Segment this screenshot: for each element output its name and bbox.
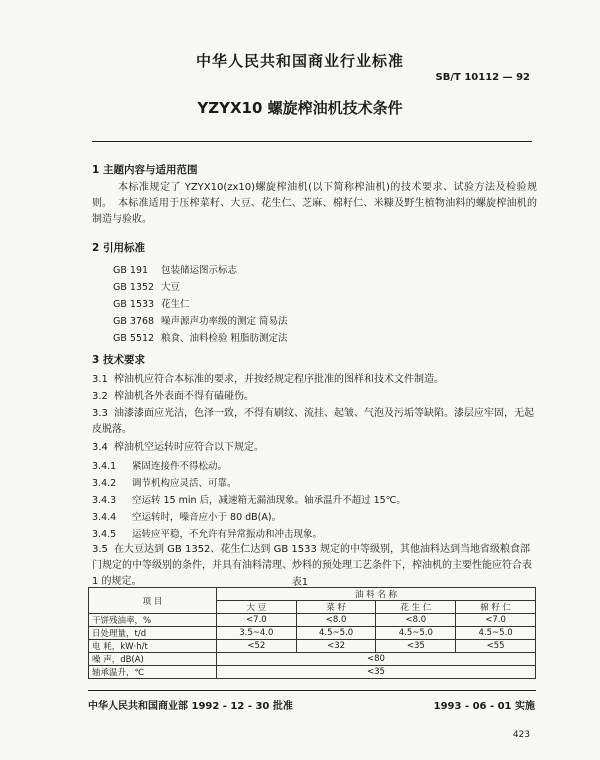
table-row bbox=[89, 614, 536, 627]
section-3-heading: 3 技术要求 bbox=[92, 354, 145, 366]
crop-header-cell: 菜 籽 bbox=[296, 601, 376, 614]
item-text: 榨油机空运转时应符合以下规定。 bbox=[114, 442, 264, 453]
table-cell: 4.5~5.0 bbox=[376, 627, 456, 640]
item-text: 榨油机各外表面不得有磕碰伤。 bbox=[114, 391, 254, 402]
item-number: 3.4.4 bbox=[92, 512, 117, 523]
item-text: 在大豆达到 GB 1352、花生仁达到 GB 1533 规定的中等级别，其他油料达到当地省级粮食部门规定的中等级别的条件，并具有油料清理、炒料的预处理工艺条件下，榨油机的主要性能应符合表 1 的规定。 bbox=[92, 544, 532, 587]
section-2-heading: 2 引用标准 bbox=[92, 242, 145, 254]
document-title: YZYX10 螺旋榨油机技术条件 bbox=[197, 99, 403, 117]
crop-header-cell: 棉 籽 仁 bbox=[456, 601, 536, 614]
approval-date: 中华人民共和国商业部 1992 - 12 - 30 批准 bbox=[88, 701, 293, 712]
effective-date: 1993 - 06 - 01 实施 bbox=[433, 701, 535, 712]
reference-item bbox=[113, 313, 288, 327]
reference-code: GB 1352 bbox=[113, 282, 155, 293]
table-cell: <35 bbox=[216, 666, 535, 679]
row-label-cell: 电 耗，kW·h/t bbox=[89, 640, 217, 653]
reference-code: GB 5512 bbox=[113, 333, 155, 344]
table-cell: <8.0 bbox=[296, 614, 376, 627]
table-cell: 4.5~5.0 bbox=[296, 627, 376, 640]
header-rule bbox=[92, 141, 532, 142]
reference-item bbox=[113, 262, 237, 276]
section-1-paragraph-1: 本标准规定了 YZYX10(zx10)螺旋榨油机(以下简称榨油机)的技术要求、试验方法及检验规则。 bbox=[92, 182, 537, 209]
requirement-item bbox=[92, 406, 537, 438]
table-cell: <7.0 bbox=[456, 614, 536, 627]
item-number: 3.3 bbox=[92, 408, 108, 419]
item-text: 空运转时，噪音应小于 80 dB(A)。 bbox=[132, 512, 282, 523]
table-row bbox=[89, 666, 536, 679]
item-number: 3.2 bbox=[92, 391, 108, 402]
reference-code: GB 1533 bbox=[113, 299, 155, 310]
crop-header-cell: 大 豆 bbox=[216, 601, 296, 614]
table-cell: <35 bbox=[376, 640, 456, 653]
table-caption: 表1 bbox=[291, 577, 309, 588]
requirement-item bbox=[92, 372, 537, 388]
reference-item bbox=[113, 279, 180, 293]
standard-number: SB/T 10112 — 92 bbox=[435, 72, 530, 83]
sub-requirement bbox=[92, 509, 281, 523]
reference-item bbox=[113, 296, 190, 310]
table-cell: <55 bbox=[456, 640, 536, 653]
reference-item bbox=[113, 330, 288, 344]
table-row bbox=[89, 627, 536, 640]
sub-requirement bbox=[92, 526, 322, 540]
item-text: 调节机构应灵活、可靠。 bbox=[132, 478, 237, 489]
group-header-cell: 油 料 名 称 bbox=[216, 588, 535, 601]
table-cell: <32 bbox=[296, 640, 376, 653]
item-header-cell: 项 目 bbox=[89, 588, 217, 614]
item-text: 空运转 15 min 后，减速箱无漏油现象。轴承温升不超过 15℃。 bbox=[132, 495, 406, 506]
table-row bbox=[89, 640, 536, 653]
item-number: 3.4.3 bbox=[92, 495, 117, 506]
table-row bbox=[89, 653, 536, 666]
row-label-cell: 轴承温升，℃ bbox=[89, 666, 217, 679]
sub-requirement bbox=[92, 492, 406, 506]
crop-header-cell: 花 生 仁 bbox=[376, 601, 456, 614]
reference-title: 噪声源声功率级的测定 简易法 bbox=[161, 316, 288, 327]
item-number: 3.5 bbox=[92, 544, 108, 555]
sub-requirement bbox=[92, 475, 237, 489]
section-1-heading: 1 主题内容与适用范围 bbox=[92, 164, 198, 176]
table-cell: 4.5~5.0 bbox=[456, 627, 536, 640]
reference-title: 包装储运图示标志 bbox=[161, 265, 238, 276]
item-number: 3.4.2 bbox=[92, 478, 117, 489]
requirement-item bbox=[92, 389, 537, 405]
requirement-item bbox=[92, 440, 537, 456]
reference-title: 粮食、油料检验 粗脂肪测定法 bbox=[161, 333, 288, 344]
table-cell: <52 bbox=[216, 640, 296, 653]
row-label-cell: 干饼残油率，% bbox=[89, 614, 217, 627]
row-label-cell: 日处理量，t/d bbox=[89, 627, 217, 640]
reference-code: GB 3768 bbox=[113, 316, 155, 327]
table-cell: <7.0 bbox=[216, 614, 296, 627]
item-number: 3.4.5 bbox=[92, 529, 117, 540]
item-number: 3.1 bbox=[92, 374, 108, 385]
table-cell: <8.0 bbox=[376, 614, 456, 627]
reference-title: 花生仁 bbox=[161, 299, 190, 310]
footer-rule bbox=[88, 690, 536, 691]
item-text: 榨油机应符合本标准的要求，并按经规定程序批准的图样和技术文件制造。 bbox=[114, 374, 444, 385]
item-text: 运转应平稳，不允许有异常振动和冲击现象。 bbox=[132, 529, 323, 540]
item-number: 3.4 bbox=[92, 442, 108, 453]
table-header-row bbox=[89, 588, 536, 601]
table-cell: 3.5~4.0 bbox=[216, 627, 296, 640]
issuing-authority: 中华人民共和国商业行业标准 bbox=[195, 52, 404, 70]
sub-requirement bbox=[92, 458, 227, 472]
item-text: 油漆漆面应光洁，色泽一致，不得有刷纹、流挂、起皱、气泡及污垢等缺陷。漆层应牢固，无起皮脱落。 bbox=[92, 408, 534, 435]
reference-code: GB 191 bbox=[113, 265, 149, 276]
table-cell: <80 bbox=[216, 653, 535, 666]
row-label-cell: 噪 声，dB(A) bbox=[89, 653, 217, 666]
section-1-paragraph-2: 本标准适用于压榨菜籽、大豆、花生仁、芝麻、棉籽仁、米糠及野生植物油料的螺旋榨油机的制造与验收。 bbox=[92, 198, 537, 225]
performance-table bbox=[88, 587, 536, 679]
item-number: 3.4.1 bbox=[92, 461, 117, 472]
page-number: 423 bbox=[512, 730, 530, 740]
item-text: 紧固连接件不得松动。 bbox=[132, 461, 228, 472]
reference-title: 大豆 bbox=[161, 282, 181, 293]
